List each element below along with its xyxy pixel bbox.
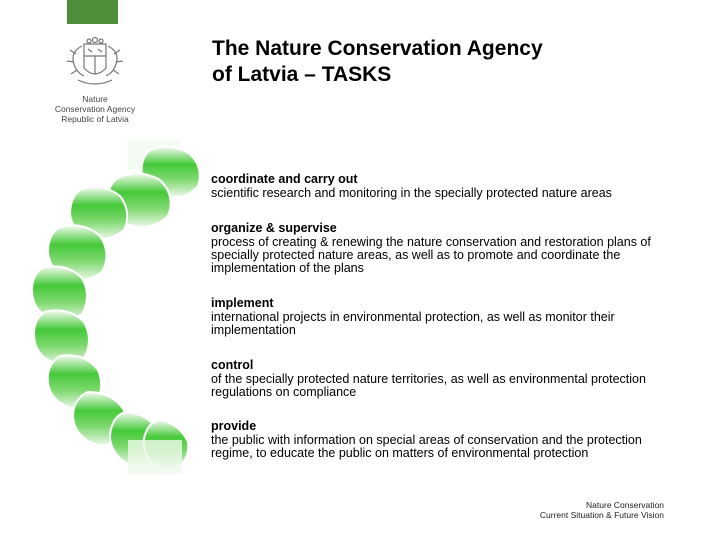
task-title: organize & supervise <box>211 221 337 235</box>
task-title: implement <box>211 296 274 310</box>
footer-line-1: Nature Conservation <box>586 500 664 510</box>
logo-line-3: Republic of Latvia <box>61 114 129 124</box>
task-item-organize <box>211 221 681 275</box>
task-title: control <box>211 358 254 372</box>
task-description: scientific research and monitoring in the specially protected nature areas <box>211 186 612 200</box>
logo-line-1: Nature <box>82 94 108 104</box>
wreath-bottom-panel <box>128 440 182 474</box>
title-line-1: The Nature Conservation Agency <box>212 37 543 60</box>
task-description: process of creating & renewing the nature conservation and restoration plans of specially protected nature areas, as well as to promote and coordinate the implementation of the plans <box>211 235 651 275</box>
footer-caption <box>540 500 664 520</box>
task-description: international projects in environmental protection, as well as monitor their implementation <box>211 310 615 337</box>
task-title: provide <box>211 419 257 433</box>
task-item-implement <box>211 296 681 337</box>
task-item-coordinate <box>211 172 612 200</box>
task-item-provide <box>211 419 681 460</box>
task-description: the public with information on special areas of conservation and the protection regime, to educate the public on matters of environmental protection <box>211 433 642 460</box>
footer-line-2: Current Situation & Future Vision <box>539 510 664 520</box>
task-item-control <box>211 358 681 399</box>
logo-line-2: Conservation Agency <box>54 104 136 114</box>
task-description: of the specially protected nature territories, as well as environmental protection regulations on compliance <box>211 372 646 399</box>
task-title: coordinate and carry out <box>211 172 358 186</box>
title-line-2: of Latvia – TASKS <box>212 63 392 86</box>
